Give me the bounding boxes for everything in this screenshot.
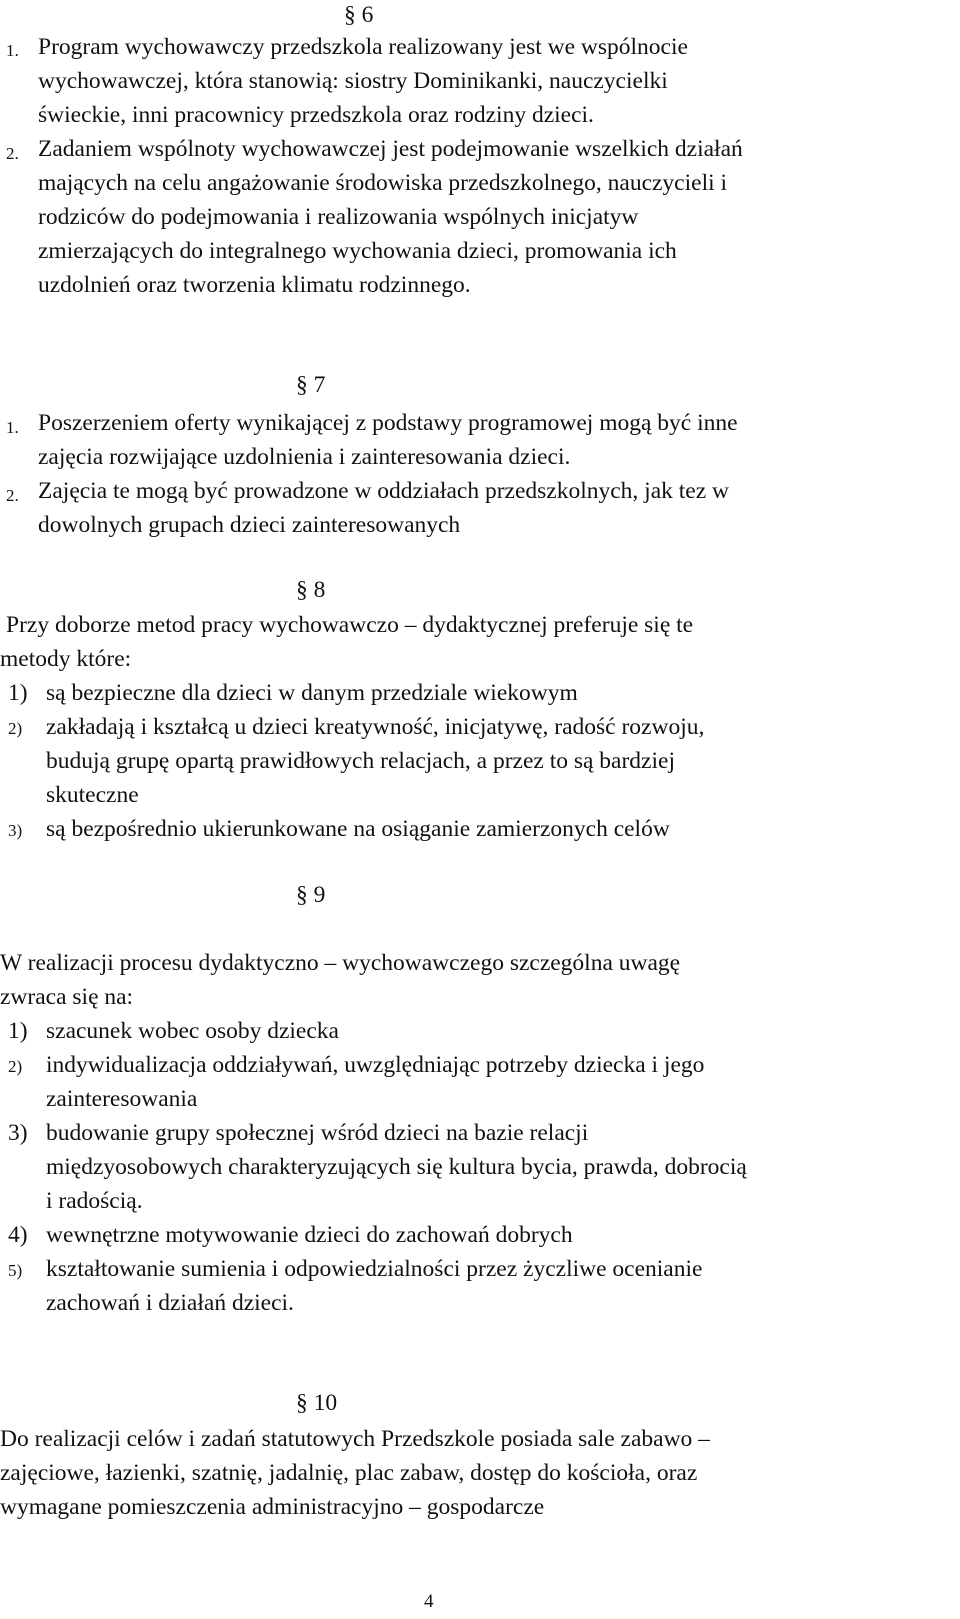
section-heading-9: § 9 <box>296 882 326 908</box>
list-number: 4) <box>8 1222 28 1248</box>
paragraph-line: Zadaniem wspólnoty wychowawczej jest podejmowanie wszelkich działań <box>38 136 743 162</box>
paragraph-line: Poszerzeniem oferty wynikającej z podstawy programowej mogą być inne <box>38 410 738 436</box>
list-item: międzyosobowych charakteryzujących się kultura bycia, prawda, dobrocią <box>46 1154 747 1180</box>
paragraph-line: W realizacji procesu dydaktyczno – wychowawczego szczególna uwagę <box>0 950 681 976</box>
paragraph-line: wychowawczej, która stanowią: siostry Dominikanki, nauczycielki <box>38 68 668 94</box>
paragraph-line: Program wychowawczy przedszkola realizowany jest we wspólnocie <box>38 34 688 60</box>
paragraph-line: świeckie, inni pracownicy przedszkola oraz rodziny dzieci. <box>38 102 594 128</box>
list-item: zainteresowania <box>46 1086 198 1112</box>
list-item: budują grupę opartą prawidłowych relacjach, a przez to są bardziej <box>46 748 675 774</box>
section-heading-7: § 7 <box>296 372 326 398</box>
paragraph-line: metody które: <box>0 646 132 672</box>
list-number: 1) <box>8 1018 28 1044</box>
paragraph-line: zajęciowe, łazienki, szatnię, jadalnię, plac zabaw, dostęp do kościoła, oraz <box>0 1460 698 1486</box>
paragraph-line: rodziców do podejmowania i realizowania wspólnych inicjatyw <box>38 204 639 230</box>
page-number: 4 <box>424 1591 434 1612</box>
list-number: 2. <box>6 486 19 505</box>
list-item: kształtowanie sumienia i odpowiedzialności przez życzliwe ocenianie <box>46 1256 703 1282</box>
section-heading-8: § 8 <box>296 577 326 603</box>
paragraph-line: wymagane pomieszczenia administracyjno – gospodarcze <box>0 1494 545 1520</box>
list-item: wewnętrzne motywowanie dzieci do zachowań dobrych <box>46 1222 573 1248</box>
list-number: 3) <box>8 1120 28 1146</box>
paragraph-line: Do realizacji celów i zadań statutowych Przedszkole posiada sale zabawo – <box>0 1426 710 1452</box>
list-item: budowanie grupy społecznej wśród dzieci na bazie relacji <box>46 1120 589 1146</box>
list-item: są bezpośrednio ukierunkowane na osiąganie zamierzonych celów <box>46 816 670 842</box>
list-number: 2. <box>6 144 19 163</box>
list-number: 1. <box>6 41 19 60</box>
list-number: 5) <box>8 1261 23 1280</box>
list-item: indywidualizacja oddziaływań, uwzględniając potrzeby dziecka i jego <box>46 1052 705 1078</box>
paragraph-line: zmierzających do integralnego wychowania dzieci, promowania ich <box>38 238 677 264</box>
list-number: 2) <box>8 1057 23 1076</box>
section-heading-10: § 10 <box>296 1390 338 1416</box>
list-item: zachowań i działań dzieci. <box>46 1290 294 1316</box>
list-number: 1) <box>8 680 28 706</box>
paragraph-line: Przy doborze metod pracy wychowawczo – dydaktycznej preferuje się te <box>6 612 694 638</box>
list-item: i radością. <box>46 1188 143 1214</box>
list-item: zakładają i kształcą u dzieci kreatywność, inicjatywę, radość rozwoju, <box>46 714 705 740</box>
list-item: są bezpieczne dla dzieci w danym przedziale wiekowym <box>46 680 578 706</box>
paragraph-line: zajęcia rozwijające uzdolnienia i zainteresowania dzieci. <box>38 444 571 470</box>
paragraph-line: mających na celu angażowanie środowiska przedszkolnego, nauczycieli i <box>38 170 728 196</box>
list-number: 2) <box>8 719 23 738</box>
section-heading-6: § 6 <box>344 2 374 28</box>
paragraph-line: zwraca się na: <box>0 984 134 1010</box>
paragraph-line: uzdolnień oraz tworzenia klimatu rodzinnego. <box>38 272 471 298</box>
paragraph-line: Zajęcia te mogą być prowadzone w oddziałach przedszkolnych, jak tez w <box>38 478 729 504</box>
paragraph-line: dowolnych grupach dzieci zainteresowanych <box>38 512 461 538</box>
list-number: 3) <box>8 821 23 840</box>
list-number: 1. <box>6 418 19 437</box>
list-item: szacunek wobec osoby dziecka <box>46 1018 339 1044</box>
list-item: skuteczne <box>46 782 139 808</box>
